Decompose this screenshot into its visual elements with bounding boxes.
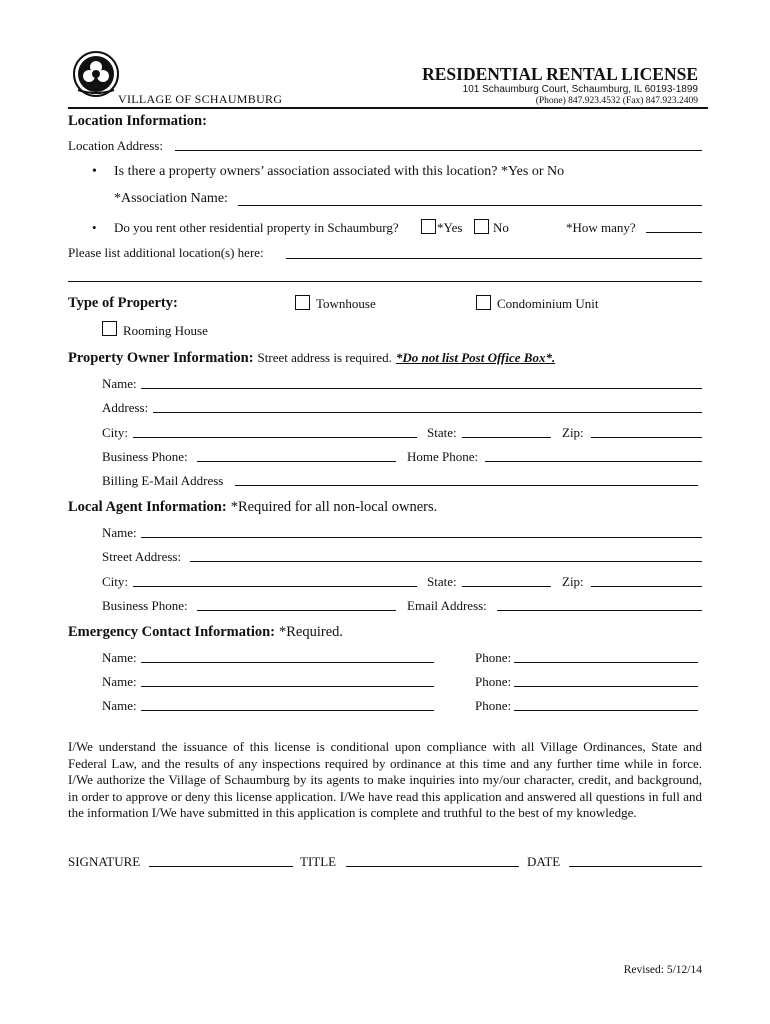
emergency-section-header xyxy=(68,623,343,641)
location-heading: Location Information: xyxy=(68,113,207,129)
rooming-house-checkbox[interactable] xyxy=(102,321,117,336)
condominium-checkbox[interactable] xyxy=(476,295,491,310)
agent-section-header xyxy=(68,498,437,516)
rent-other-question: Do you rent other residential property in Schaumburg? xyxy=(114,220,399,235)
agent-email-field[interactable] xyxy=(497,610,702,611)
owner-billing-email-label: Billing E-Mail Address xyxy=(102,473,224,488)
agent-state-field[interactable] xyxy=(462,586,551,587)
village-address: 101 Schaumburg Court, Schaumburg, IL 60193-1899 xyxy=(462,84,698,95)
signature-label: SIGNATURE xyxy=(68,854,141,869)
townhouse-label: Townhouse xyxy=(316,296,376,311)
owner-city-label: City: xyxy=(102,425,129,440)
agent-heading: Local Agent Information: xyxy=(68,499,227,515)
how-many-field[interactable] xyxy=(646,232,702,233)
emergency-name-label-3: Name: xyxy=(102,698,137,713)
owner-warning: *Do not list Post Office Box*. xyxy=(395,350,556,365)
owner-section-header xyxy=(68,349,555,367)
emergency-name-field-2[interactable] xyxy=(141,686,434,687)
agent-note: *Required for all non-local owners. xyxy=(230,499,438,515)
location-address-field[interactable] xyxy=(175,150,702,151)
village-logo xyxy=(72,50,120,98)
emergency-name-label-2: Name: xyxy=(102,674,137,689)
owner-zip-label: Zip: xyxy=(562,425,584,440)
rent-other-no-checkbox[interactable] xyxy=(474,219,489,234)
owner-address-label: Address: xyxy=(102,400,149,415)
form-title: RESIDENTIAL RENTAL LICENSE xyxy=(422,64,698,84)
additional-locations-field-1[interactable] xyxy=(286,258,702,259)
title-field[interactable] xyxy=(346,866,519,867)
agent-street-label: Street Address: xyxy=(102,549,182,564)
owner-zip-field[interactable] xyxy=(591,437,702,438)
condominium-label: Condominium Unit xyxy=(497,296,599,311)
owner-name-label: Name: xyxy=(102,376,137,391)
signature-field[interactable] xyxy=(149,866,293,867)
owner-address-field[interactable] xyxy=(153,412,702,413)
additional-locations-label: Please list additional location(s) here: xyxy=(68,245,264,260)
emergency-phone-field-3[interactable] xyxy=(514,710,698,711)
rent-other-yes-label: *Yes xyxy=(437,220,463,235)
association-name-field[interactable] xyxy=(238,205,702,206)
date-field[interactable] xyxy=(569,866,702,867)
date-label: DATE xyxy=(527,854,561,869)
emergency-note: *Required. xyxy=(279,624,344,640)
agent-city-label: City: xyxy=(102,574,129,589)
owner-billing-email-field[interactable] xyxy=(235,485,698,486)
certification-statement: I/We understand the issuance of this license is conditional upon compliance with all Village Ordinances, State and Federal Law, and the results of any inspections required by ordinance at this time and any further time while in force. I/We authorize the Village of Schaumburg by its agents to make inquiries into my/our character, credit, and background, in order to approve or deny this license application. I/We have read this application and answered all questions in full and the information I/We have submitted in this application is complete and truthful to the best of my knowledge. xyxy=(68,739,702,820)
owner-state-field[interactable] xyxy=(462,437,551,438)
owner-business-phone-field[interactable] xyxy=(197,461,396,462)
agent-name-label: Name: xyxy=(102,525,137,540)
agent-name-field[interactable] xyxy=(141,537,702,538)
emergency-phone-label-3: Phone: xyxy=(475,698,512,713)
village-seal-icon xyxy=(72,50,120,98)
agent-business-phone-field[interactable] xyxy=(197,610,396,611)
emergency-phone-field-1[interactable] xyxy=(514,662,698,663)
bullet: • xyxy=(92,220,97,235)
townhouse-checkbox[interactable] xyxy=(295,295,310,310)
bullet: • xyxy=(92,164,97,179)
agent-email-label: Email Address: xyxy=(407,598,487,613)
emergency-heading: Emergency Contact Information: xyxy=(68,624,275,640)
agent-street-field[interactable] xyxy=(190,561,702,562)
owner-business-phone-label: Business Phone: xyxy=(102,449,188,464)
rent-other-yes-checkbox[interactable] xyxy=(421,219,436,234)
agent-city-field[interactable] xyxy=(133,586,417,587)
agent-business-phone-label: Business Phone: xyxy=(102,598,188,613)
owner-state-label: State: xyxy=(427,425,457,440)
owner-heading: Property Owner Information: xyxy=(68,350,254,366)
property-type-heading: Type of Property: xyxy=(68,295,178,311)
header-rule xyxy=(68,107,708,109)
agent-zip-label: Zip: xyxy=(562,574,584,589)
owner-city-field[interactable] xyxy=(133,437,417,438)
rent-other-no-label: No xyxy=(493,220,509,235)
owner-name-field[interactable] xyxy=(141,388,702,389)
emergency-phone-label-2: Phone: xyxy=(475,674,512,689)
owner-home-phone-label: Home Phone: xyxy=(407,449,479,464)
owner-note: Street address is required. xyxy=(257,350,392,365)
agent-state-label: State: xyxy=(427,574,457,589)
emergency-name-label-1: Name: xyxy=(102,650,137,665)
location-address-label: Location Address: xyxy=(68,138,163,153)
org-name: VILLAGE OF SCHAUMBURG xyxy=(118,92,283,106)
emergency-name-field-3[interactable] xyxy=(141,710,434,711)
association-question: Is there a property owners’ association associated with this location? *Yes or No xyxy=(114,164,565,179)
title-label: TITLE xyxy=(300,854,337,869)
rooming-house-label: Rooming House xyxy=(123,323,208,338)
agent-zip-field[interactable] xyxy=(591,586,702,587)
association-name-label: *Association Name: xyxy=(114,191,228,206)
owner-home-phone-field[interactable] xyxy=(485,461,702,462)
emergency-phone-field-2[interactable] xyxy=(514,686,698,687)
revised-date: Revised: 5/12/14 xyxy=(623,964,702,976)
additional-locations-field-2[interactable] xyxy=(68,281,702,282)
emergency-phone-label-1: Phone: xyxy=(475,650,512,665)
village-phone-fax: (Phone) 847.923.4532 (Fax) 847.923.2409 xyxy=(535,96,698,106)
how-many-label: *How many? xyxy=(566,220,636,235)
emergency-name-field-1[interactable] xyxy=(141,662,434,663)
